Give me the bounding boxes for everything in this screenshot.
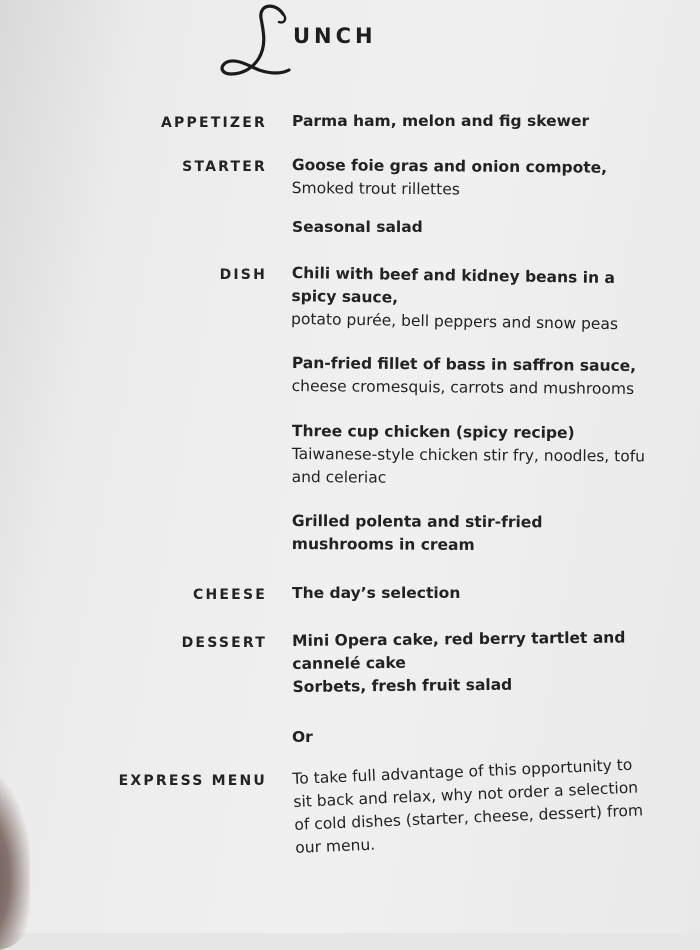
item-title: Or: [292, 728, 313, 746]
dish-item-4: [292, 510, 642, 558]
item-title: Goose foie gras and onion compote,: [291, 155, 608, 177]
dessert-item-1: [292, 626, 653, 699]
starter-item-1: [292, 154, 652, 203]
item-title: Seasonal salad: [292, 218, 423, 236]
dish-item-2: [292, 352, 652, 401]
section-label-cheese: CHEESE: [193, 587, 267, 603]
starter-item-2: [292, 216, 652, 239]
dish-item-3: [292, 420, 647, 491]
ornamental-l-initial: [215, 0, 305, 90]
dessert-or: [292, 726, 652, 749]
item-title: Three cup chicken (spicy recipe): [291, 421, 575, 442]
item-title: Parma ham, melon and fig skewer: [292, 112, 590, 130]
section-label-starter: STARTER: [182, 159, 267, 175]
dish-item-1: [291, 262, 637, 336]
item-description: Taiwanese-style chicken stir fry, noodles, tofu and celeriac: [291, 444, 646, 487]
express-menu-text: [292, 753, 646, 860]
section-label-dessert: DESSERT: [181, 635, 267, 651]
item-title: Pan-fried fillet of bass in saffron sauce,: [291, 353, 637, 376]
item-description: Smoked trout rillettes: [291, 178, 460, 199]
item-description: To take full advantage of this opportunity to sit back and relax, why not order a selection of cold dishes (starter, cheese, dessert) from our menu.: [292, 755, 644, 857]
item-description: cheese cromesquis, carrots and mushrooms: [291, 376, 635, 398]
appetizer-item-1: [292, 110, 652, 133]
item-title: The day’s selection: [292, 584, 461, 602]
section-label-appetizer: APPETIZER: [161, 115, 267, 131]
item-title-2: Sorbets, fresh fruit salad: [292, 675, 513, 696]
cheese-item-1: [292, 582, 652, 605]
section-label-express-menu: EXPRESS MENU: [118, 773, 267, 789]
item-description: potato purée, bell peppers and snow peas: [290, 309, 619, 334]
item-title: Mini Opera cake, red berry tartlet and cannelé cake: [292, 628, 626, 673]
title-text: UNCH: [293, 24, 377, 48]
menu-title: [215, 0, 435, 90]
item-title: Grilled polenta and stir-fried mushrooms in cream: [291, 511, 543, 554]
item-title: Chili with beef and kidney beans in a spicy sauce,: [291, 263, 616, 307]
thumb-shadow: [0, 770, 30, 950]
section-label-dish: DISH: [219, 267, 267, 283]
